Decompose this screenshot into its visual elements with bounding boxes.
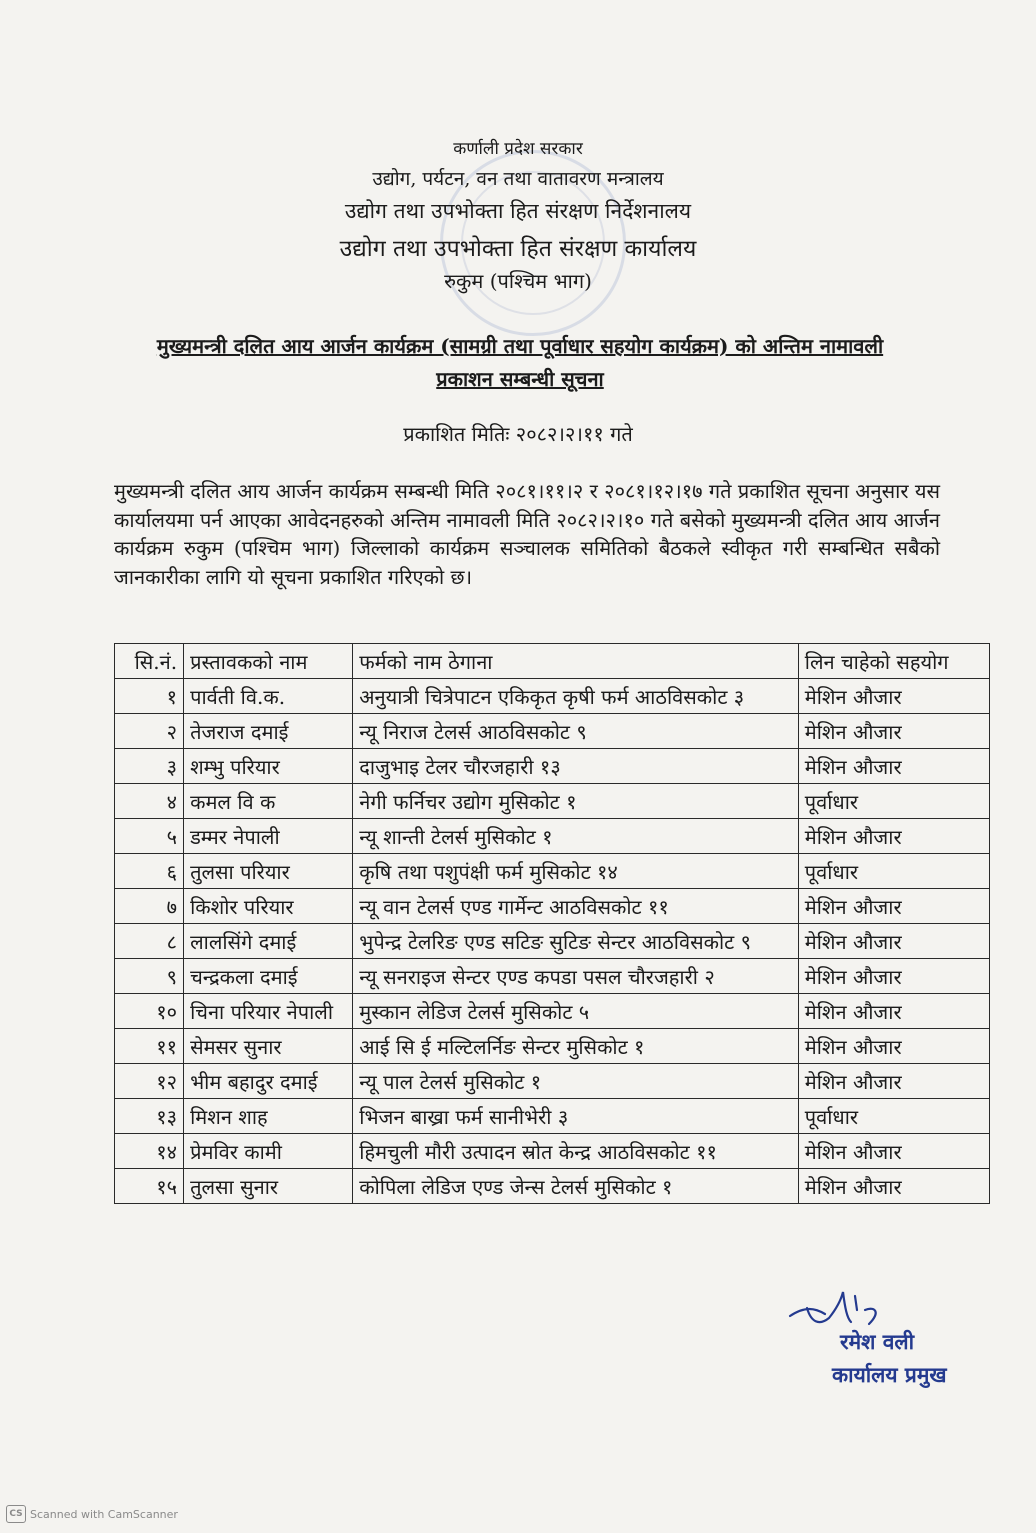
subject-line-2: प्रकाशन सम्बन्धी सूचना [436, 367, 604, 391]
cell-support: पूर्वाधार [798, 1099, 989, 1134]
cell-firm: भिजन बाख्रा फर्म सानीभेरी ३ [353, 1099, 799, 1134]
cell-serial: १५ [115, 1169, 184, 1204]
col-serial: सि.नं. [115, 644, 184, 679]
cell-support: मेशिन औजार [798, 714, 989, 749]
notice-subject [120, 330, 920, 396]
cell-firm: मुस्कान लेडिज टेलर्स मुसिकोट ५ [353, 994, 799, 1029]
cell-support: मेशिन औजार [798, 1134, 989, 1169]
cell-name: शम्भु परियार [184, 749, 353, 784]
cell-firm: अनुयात्री चित्रेपाटन एकिकृत कृषी फर्म आठविसकोट ३ [353, 679, 799, 714]
cell-support: मेशिन औजार [798, 994, 989, 1029]
table-row [115, 1064, 990, 1099]
cell-serial: १२ [115, 1064, 184, 1099]
scanner-watermark [6, 1505, 178, 1523]
table-row [115, 714, 990, 749]
header-district: रुकुम (पश्चिम भाग) [444, 269, 592, 293]
cell-support: मेशिन औजार [798, 1029, 989, 1064]
cell-firm: भुपेन्द्र टेलरिङ एण्ड सटिङ सुटिङ सेन्टर आठविसकोट ९ [353, 924, 799, 959]
cell-support: पूर्वाधार [798, 784, 989, 819]
cell-firm: आई सि ई मल्टिलर्निङ सेन्टर मुसिकोट १ [353, 1029, 799, 1064]
table-row [115, 959, 990, 994]
cell-name: तुलसा सुनार [184, 1169, 353, 1204]
cell-firm: दाजुभाइ टेलर चौरजहारी १३ [353, 749, 799, 784]
cell-name: तेजराज दमाई [184, 714, 353, 749]
cell-support: मेशिन औजार [798, 924, 989, 959]
header-province: कर्णाली प्रदेश सरकार [453, 139, 583, 159]
signatory-name: रमेश वली [840, 1330, 915, 1354]
cell-name: मिशन शाह [184, 1099, 353, 1134]
table-row [115, 679, 990, 714]
cell-name: सेमसर सुनार [184, 1029, 353, 1064]
col-support: लिन चाहेको सहयोग [798, 644, 989, 679]
cell-name: चिना परियार नेपाली [184, 994, 353, 1029]
scanner-text: Scanned with CamScanner [30, 1507, 178, 1521]
cell-serial: १४ [115, 1134, 184, 1169]
table-row [115, 1099, 990, 1134]
header-office: उद्योग तथा उपभोक्ता हित संरक्षण कार्यालय [339, 236, 697, 262]
beneficiary-table [114, 643, 990, 1204]
cell-name: डम्मर नेपाली [184, 819, 353, 854]
table-row [115, 924, 990, 959]
cell-firm: न्यू शान्ती टेलर्स मुसिकोट १ [353, 819, 799, 854]
cell-serial: ७ [115, 889, 184, 924]
header-directorate: उद्योग तथा उपभोक्ता हित संरक्षण निर्देशनालय [344, 199, 692, 223]
cell-firm: कोपिला लेडिज एण्ड जेन्स टेलर्स मुसिकोट १ [353, 1169, 799, 1204]
cell-serial: १ [115, 679, 184, 714]
cell-name: प्रेमविर कामी [184, 1134, 353, 1169]
cell-support: पूर्वाधार [798, 854, 989, 889]
cell-name: भीम बहादुर दमाई [184, 1064, 353, 1099]
cell-support: मेशिन औजार [798, 1169, 989, 1204]
camscanner-logo-icon: CS [6, 1505, 26, 1523]
cell-serial: १० [115, 994, 184, 1029]
table-row [115, 784, 990, 819]
header-ministry: उद्योग, पर्यटन, वन तथा वातावरण मन्त्रालय [372, 168, 664, 190]
cell-support: मेशिन औजार [798, 959, 989, 994]
cell-serial: ३ [115, 749, 184, 784]
cell-serial: ४ [115, 784, 184, 819]
table-row [115, 1169, 990, 1204]
cell-name: कमल वि क [184, 784, 353, 819]
signatory-title: कार्यालय प्रमुख [832, 1363, 947, 1387]
notice-paragraph: मुख्यमन्त्री दलित आय आर्जन कार्यक्रम सम्बन्धी मिति २०८१।११।२ र २०८१।१२।१७ गते प्रकाशित सूचना अनुसार यस कार्यालयमा पर्न आएका आवेदनहरुको अन्तिम नामावली मिति २०८२।२।१० गते बसेको मुख्यमन्त्री दलित आय आर्जन कार्यक्रम रुकुम (पश्चिम भाग) जिल्लाको कार्यक्रम सञ्चालक समितिको बैठकले स्वीकृत गरी सम्बन्धित सबैको जानकारीका लागि यो सूचना प्रकाशित गरिएको छ। [114, 479, 940, 589]
cell-name: लालसिंगे दमाई [184, 924, 353, 959]
cell-firm: नेगी फर्निचर उद्योग मुसिकोट १ [353, 784, 799, 819]
table-row [115, 749, 990, 784]
table-row [115, 819, 990, 854]
table-row [115, 1029, 990, 1064]
cell-support: मेशिन औजार [798, 1064, 989, 1099]
cell-name: चन्द्रकला दमाई [184, 959, 353, 994]
cell-support: मेशिन औजार [798, 679, 989, 714]
cell-firm: हिमचुली मौरी उत्पादन स्रोत केन्द्र आठविसकोट ११ [353, 1134, 799, 1169]
cell-name: पार्वती वि.क. [184, 679, 353, 714]
table-row [115, 889, 990, 924]
cell-serial: २ [115, 714, 184, 749]
table-row [115, 854, 990, 889]
cell-serial: १३ [115, 1099, 184, 1134]
published-date: प्रकाशित मितिः २०८२।२।११ गते [403, 422, 633, 446]
col-proposer-name: प्रस्तावकको नाम [184, 644, 353, 679]
cell-support: मेशिन औजार [798, 889, 989, 924]
cell-serial: ९ [115, 959, 184, 994]
cell-firm: कृषि तथा पशुपंक्षी फर्म मुसिकोट १४ [353, 854, 799, 889]
col-firm-address: फर्मको नाम ठेगाना [353, 644, 799, 679]
subject-line-1: मुख्यमन्त्री दलित आय आर्जन कार्यक्रम (सामग्री तथा पूर्वाधार सहयोग कार्यक्रम) को अन्तिम नामावली [156, 334, 884, 358]
cell-firm: न्यू सनराइज सेन्टर एण्ड कपडा पसल चौरजहारी २ [353, 959, 799, 994]
table-row [115, 994, 990, 1029]
cell-firm: न्यू पाल टेलर्स मुसिकोट १ [353, 1064, 799, 1099]
cell-serial: ११ [115, 1029, 184, 1064]
cell-firm: न्यू वान टेलर्स एण्ड गार्मेन्ट आठविसकोट ११ [353, 889, 799, 924]
cell-serial: ६ [115, 854, 184, 889]
table-row [115, 1134, 990, 1169]
cell-serial: ८ [115, 924, 184, 959]
cell-support: मेशिन औजार [798, 819, 989, 854]
cell-firm: न्यू निराज टेलर्स आठविसकोट ९ [353, 714, 799, 749]
cell-name: किशोर परियार [184, 889, 353, 924]
cell-name: तुलसा परियार [184, 854, 353, 889]
cell-serial: ५ [115, 819, 184, 854]
table-header-row [115, 644, 990, 679]
cell-support: मेशिन औजार [798, 749, 989, 784]
